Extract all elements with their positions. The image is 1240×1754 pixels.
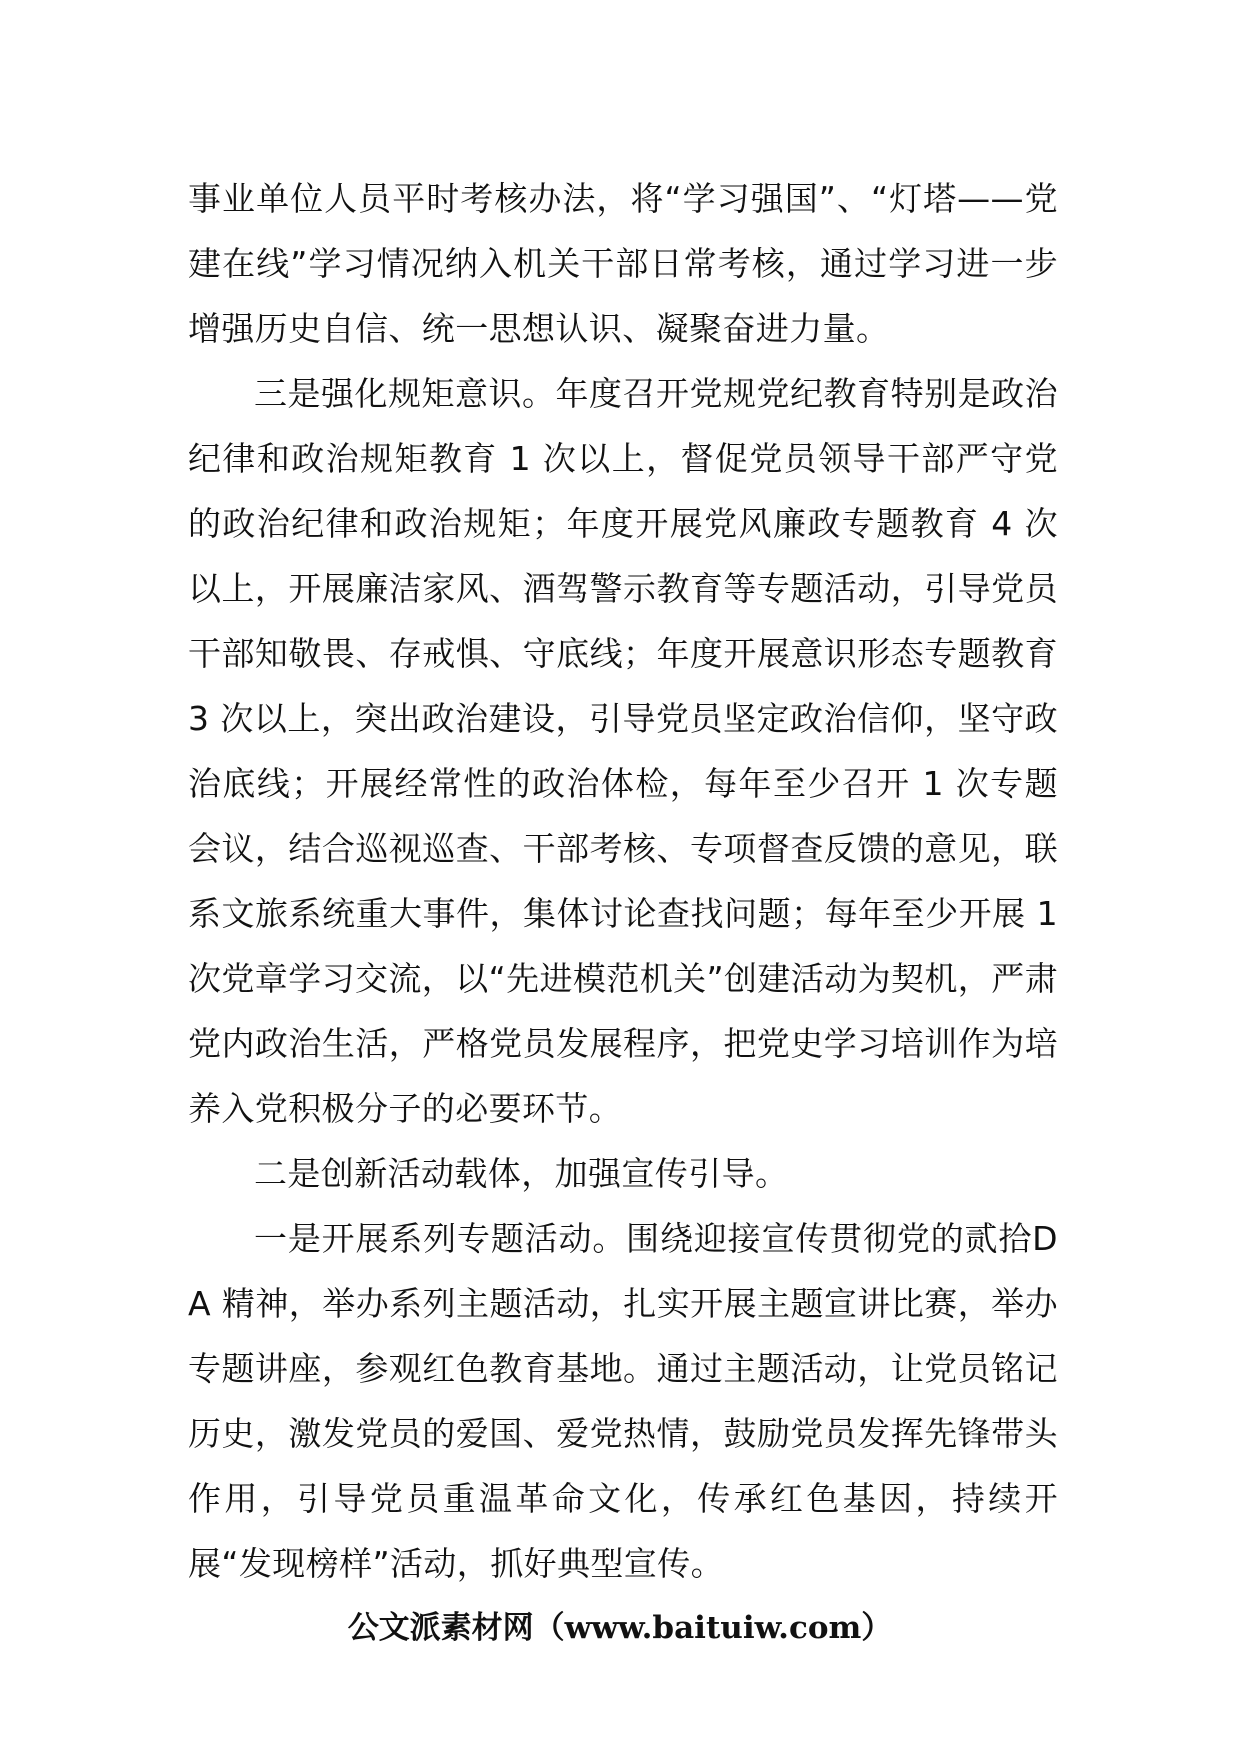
document-body <box>188 166 1058 1596</box>
paragraph-thematic-activities: 一是开展系列专题活动。围绕迎接宣传贯彻党的贰拾DA 精神，举办系列主题活动，扎实开展主题宣讲比赛，举办专题讲座，参观红色教育基地。通过主题活动，让党员铭记历史，激发党员的爱国、爱党热情，鼓励党员发挥先锋带头作用，引导党员重温革命文化，传承红色基因，持续开展“发现榜样”活动，抓好典型宣传。 <box>188 1219 1058 1583</box>
footer-watermark: 公文派素材网（www.baituiw.com） <box>347 1610 893 1646</box>
paragraph-rules-awareness: 三是强化规矩意识。年度召开党规党纪教育特别是政治纪律和政治规矩教育 1 次以上，督促党员领导干部严守党的政治纪律和政治规矩；年度开展党风廉政专题教育 4 次以上，开展廉洁家风、酒驾警示教育等专题活动，引导党员干部知敬畏、存戒惧、守底线；年度开展意识形态专题教育 3 次以上，突出政治建设，引导党员坚定政治信仰，坚守政治底线；开展经常性的政治体检，每年至少召开 1 次专题会议，结合巡视巡查、干部考核、专项督查反馈的意见，联系文旅系统重大事件，集体讨论查找问题；每年至少开展 1 次党章学习交流，以“先进模范机关”创建活动为契机，严肃党内政治生活，严格党员发展程序，把党史学习培训作为培养入党积极分子的必要环节。 <box>188 374 1058 1128</box>
paragraph-continuation: 事业单位人员平时考核办法，将“学习强国”、“灯塔——党建在线”学习情况纳入机关干部日常考核，通过学习进一步增强历史自信、统一思想认识、凝聚奋进力量。 <box>188 179 1058 348</box>
section-heading-activities: 二是创新活动载体，加强宣传引导。 <box>254 1154 789 1193</box>
